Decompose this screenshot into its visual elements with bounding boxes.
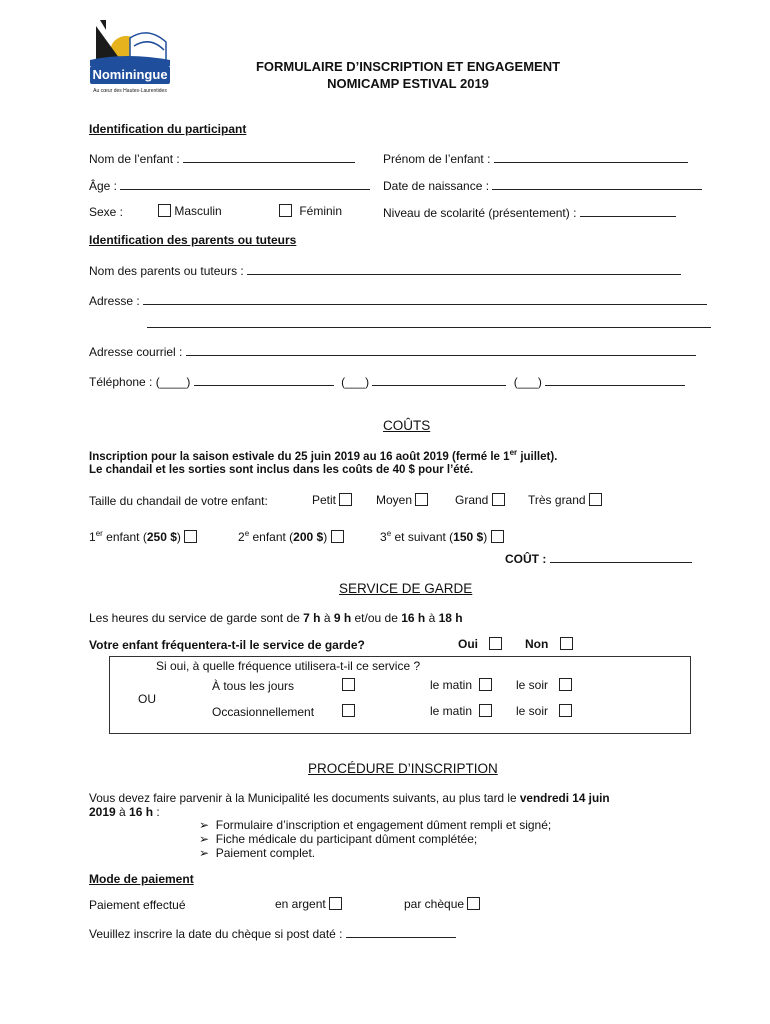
telephone-field-2[interactable]: [372, 374, 506, 386]
garde-oui-checkbox[interactable]: [489, 637, 502, 650]
municipality-logo: [86, 16, 172, 98]
frequence-question: Si oui, à quelle fréquence utilisera-t-il ce service ?: [156, 659, 421, 673]
adresse-label: Adresse :: [89, 294, 140, 308]
couts-line-1-end: juillet).: [517, 450, 558, 463]
garde-mid: et/ou de: [351, 611, 402, 625]
taille-moyen: [376, 493, 428, 507]
occasion-label: Occasionnellement: [212, 705, 315, 719]
adresse-field-1[interactable]: [143, 293, 707, 305]
paiement-argent-option: [275, 897, 342, 911]
sexe-label: Sexe :: [89, 205, 124, 219]
telephone-paren-3: (___): [513, 375, 542, 389]
telephone-row: [89, 374, 685, 389]
nom-enfant-field[interactable]: [183, 151, 355, 163]
enfant-1-text: enfant (: [102, 530, 147, 544]
tous-jours-option: [342, 678, 355, 692]
paiement-argent-label: en argent: [275, 897, 326, 911]
enfant-1-checkbox[interactable]: [184, 530, 197, 543]
procedure-item-3: Paiement complet.: [215, 846, 316, 860]
courriel-field[interactable]: [186, 344, 696, 356]
paiement-argent-checkbox[interactable]: [329, 897, 342, 910]
scolarite-field[interactable]: [580, 205, 676, 217]
ou-label: OU: [138, 692, 156, 706]
paiement-effectue-label: Paiement effectué: [89, 898, 186, 912]
title-line-1: FORMULAIRE D’INSCRIPTION ET ENGAGEMENT: [255, 59, 561, 74]
taille-petit: [312, 493, 352, 507]
courriel-row: [89, 344, 696, 359]
enfant-1-price: 250 $: [146, 530, 177, 544]
garde-hours-text: Les heures du service de garde sont de: [89, 611, 304, 625]
taille-row: [89, 494, 268, 508]
procedure-list: [199, 818, 551, 860]
taille-moyen-checkbox[interactable]: [415, 493, 428, 506]
enfant-2-text: enfant (: [249, 530, 294, 544]
garde-oui-option: [458, 637, 502, 651]
prenom-enfant-label: Prénom de l’enfant :: [383, 152, 491, 166]
taille-petit-label: Petit: [312, 493, 337, 507]
logo-tagline: Au cœur des Hautes-Laurentides: [93, 88, 167, 94]
procedure-intro-text: Vous devez faire parvenir à la Municipalité les documents suivants, au plus tard le: [89, 791, 520, 805]
nom-enfant-row: [89, 151, 355, 166]
occasion-option: [342, 704, 355, 718]
enfant-1-num: 1: [89, 530, 96, 544]
garde-question: Votre enfant fréquentera-t-il le service de garde?: [89, 638, 365, 652]
occasion-matin-label: le matin: [430, 704, 473, 718]
masculin-checkbox[interactable]: [158, 204, 171, 217]
feminin-label: Féminin: [299, 204, 343, 218]
enfant-2-price: 200 $: [293, 530, 324, 544]
tous-jours-matin-checkbox[interactable]: [479, 678, 492, 691]
enfant-3-checkbox[interactable]: [491, 530, 504, 543]
procedure-intro-date: vendredi 14 juin: [519, 791, 610, 805]
list-item: [199, 818, 551, 832]
tous-jours-soir: [516, 678, 572, 692]
enfant-2-num: 2: [238, 530, 245, 544]
arrow-bullet-icon: ➢: [199, 832, 210, 846]
taille-label: Taille du chandail de votre enfant:: [89, 494, 268, 508]
cout-field[interactable]: [550, 551, 692, 563]
occasion-soir-label: le soir: [516, 704, 549, 718]
nom-parents-label: Nom des parents ou tuteurs :: [89, 264, 244, 278]
procedure-item-2: Fiche médicale du participant dûment complétée;: [215, 832, 478, 846]
garde-non-option: [525, 637, 573, 651]
couts-heading: COÛTS: [383, 418, 431, 433]
occasion-matin: [430, 704, 492, 718]
procedure-intro-colon: :: [153, 805, 160, 819]
prenom-enfant-row: [383, 151, 688, 166]
paiement-cheque-checkbox[interactable]: [467, 897, 480, 910]
enfant-1-sup: er: [95, 529, 103, 538]
feminin-option: [279, 204, 342, 218]
naissance-row: [383, 178, 702, 193]
enfant-3-sup: e: [386, 529, 392, 538]
tous-jours-checkbox[interactable]: [342, 678, 355, 691]
taille-tres-grand-checkbox[interactable]: [589, 493, 602, 506]
telephone-paren-2: (___): [341, 375, 370, 389]
telephone-label: Téléphone : (____): [89, 375, 191, 389]
garde-non-label: Non: [525, 637, 549, 651]
cheque-date-row: [89, 926, 456, 941]
tous-jours-matin-label: le matin: [430, 678, 473, 692]
paiement-cheque-label: par chèque: [404, 897, 465, 911]
enfant-2-sup: e: [244, 529, 250, 538]
nom-parents-row: [89, 263, 681, 278]
tous-jours-soir-label: le soir: [516, 678, 549, 692]
procedure-heading: PROCÉDURE D’INSCRIPTION: [308, 761, 498, 776]
occasion-matin-checkbox[interactable]: [479, 704, 492, 717]
couts-line-1-text: Inscription pour la saison estivale du 25 juin 2019 au 16 août 2019 (fermé le 1: [89, 450, 510, 463]
taille-moyen-label: Moyen: [376, 493, 413, 507]
garde-hours: [89, 611, 463, 625]
tous-jours-matin: [430, 678, 492, 692]
taille-grand: [455, 493, 505, 507]
adresse-field-2[interactable]: [147, 316, 711, 328]
taille-petit-checkbox[interactable]: [339, 493, 352, 506]
prenom-enfant-field[interactable]: [494, 151, 688, 163]
age-field[interactable]: [120, 178, 370, 190]
procedure-item-1: Formulaire d’inscription et engagement dûment rempli et signé;: [215, 818, 552, 832]
cheque-date-field[interactable]: [346, 926, 456, 938]
enfant-3-text: et suivant (: [391, 530, 454, 544]
enfant-2-option: [238, 529, 344, 544]
procedure-intro-2: [89, 805, 160, 819]
paiement-cheque-option: [404, 897, 480, 911]
occasion-soir-checkbox[interactable]: [559, 704, 572, 717]
enfant-2-checkbox[interactable]: [331, 530, 344, 543]
couts-line-1-sup: er: [509, 448, 518, 457]
enfant-2-paren: ): [323, 530, 328, 544]
cheque-date-label: Veuillez inscrire la date du chèque si post daté :: [89, 927, 343, 941]
scolarite-row: [383, 205, 676, 220]
cout-label: COÛT :: [505, 552, 547, 566]
nom-parents-field[interactable]: [247, 263, 681, 275]
garde-heading: SERVICE DE GARDE: [339, 581, 473, 596]
telephone-field-1[interactable]: [194, 374, 334, 386]
adresse-row: [89, 293, 707, 308]
cout-row: [505, 551, 692, 566]
procedure-intro-year: 2019: [89, 805, 116, 819]
tous-jours-label: À tous les jours: [212, 679, 295, 693]
enfant-3-option: [380, 529, 504, 544]
taille-tres-grand: [528, 493, 602, 507]
masculin-option: [158, 204, 222, 218]
couts-line-2: Le chandail et les sorties sont inclus dans les coûts de 40 $ pour l’été.: [89, 464, 474, 476]
enfant-1-option: [89, 529, 197, 544]
list-item: [199, 846, 551, 860]
garde-hour-2: 9 h: [333, 611, 352, 625]
parents-heading: Identification des parents ou tuteurs: [89, 233, 297, 247]
garde-oui-label: Oui: [458, 637, 478, 651]
garde-a-2: à: [425, 611, 439, 625]
age-label: Âge :: [89, 179, 118, 193]
occasion-checkbox[interactable]: [342, 704, 355, 717]
taille-grand-checkbox[interactable]: [492, 493, 505, 506]
naissance-label: Date de naissance :: [383, 179, 490, 193]
tous-jours-soir-checkbox[interactable]: [559, 678, 572, 691]
enfant-1-paren: ): [176, 530, 181, 544]
enfant-3-price: 150 $: [453, 530, 484, 544]
form-title: [208, 58, 608, 92]
telephone-field-3[interactable]: [545, 374, 685, 386]
paiement-heading: Mode de paiement: [89, 872, 194, 886]
arrow-bullet-icon: ➢: [199, 846, 210, 860]
garde-hour-3: 16 h: [401, 611, 426, 625]
arrow-bullet-icon: ➢: [199, 818, 210, 832]
nom-enfant-label: Nom de l’enfant :: [89, 152, 180, 166]
taille-tres-grand-label: Très grand: [528, 493, 586, 507]
masculin-label: Masculin: [174, 204, 222, 218]
garde-hour-4: 18 h: [438, 611, 463, 625]
couts-line-1: [89, 448, 557, 463]
title-line-2: NOMICAMP ESTIVAL 2019: [327, 76, 489, 91]
age-row: [89, 178, 370, 193]
taille-grand-label: Grand: [455, 493, 489, 507]
occasion-soir: [516, 704, 572, 718]
logo-name: Nominingue: [92, 67, 168, 82]
scolarite-label: Niveau de scolarité (présentement) :: [383, 206, 577, 220]
garde-a-1: à: [320, 611, 334, 625]
garde-hour-1: 7 h: [303, 611, 321, 625]
enfant-3-num: 3: [380, 530, 387, 544]
enfant-3-paren: ): [483, 530, 488, 544]
procedure-intro-1: [89, 791, 610, 805]
list-item: [199, 832, 551, 846]
garde-non-checkbox[interactable]: [560, 637, 573, 650]
procedure-intro-time: 16 h: [129, 805, 154, 819]
feminin-checkbox[interactable]: [279, 204, 292, 217]
naissance-field[interactable]: [492, 178, 702, 190]
procedure-intro-a: à: [115, 805, 130, 819]
participant-heading: Identification du participant: [89, 122, 247, 136]
courriel-label: Adresse courriel :: [89, 345, 183, 359]
